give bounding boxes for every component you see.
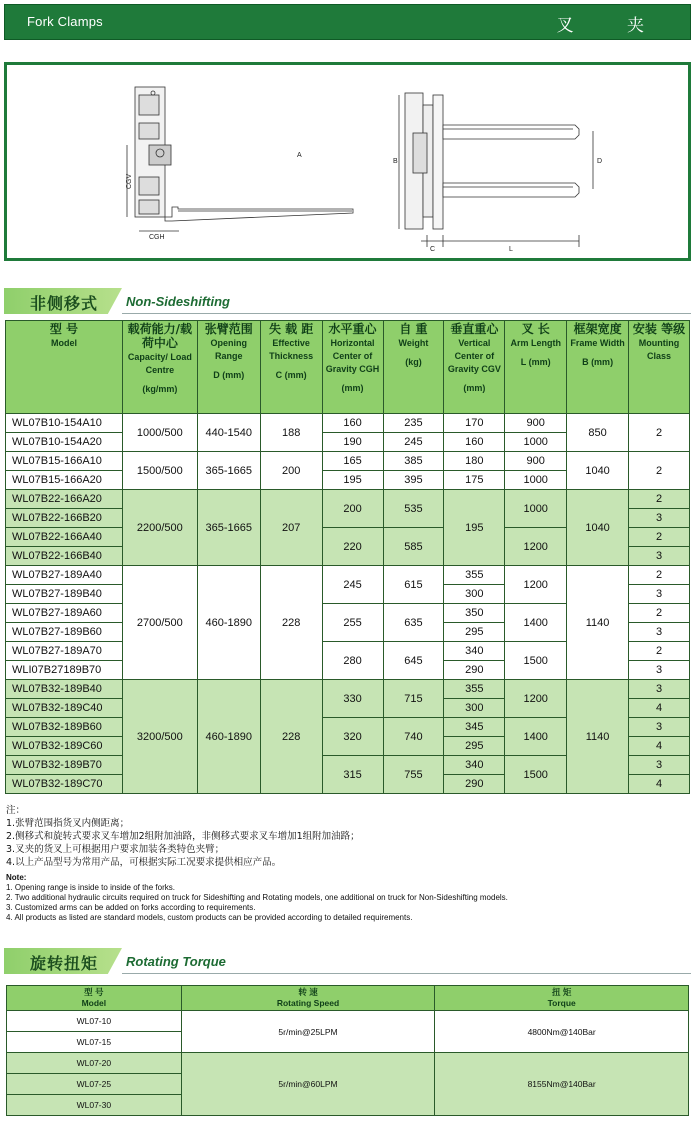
rot-torque-cell: 4800Nm@140Bar: [435, 1011, 689, 1053]
thickness-cell: 228: [260, 680, 322, 794]
thickness-cell: 188: [260, 414, 322, 452]
weight-cell: 645: [383, 642, 444, 680]
mount-cell: 2: [629, 604, 690, 623]
cgv-cell: 290: [444, 775, 505, 794]
rot-header-row: [7, 986, 689, 1011]
dim-label-a: A: [297, 152, 302, 159]
note-en-2: 2. Two additional hydraulic circuits required on truck for Sideshifting and Rotating models, one additional on truck for Non-Sideshifting models.: [6, 893, 508, 902]
mount-cell: 2: [629, 452, 690, 490]
model-cell: WL07B27-189B40: [6, 585, 123, 604]
mount-cell: 3: [629, 680, 690, 699]
model-cell: WL07B32-189B70: [6, 756, 123, 775]
weight-cell: 245: [383, 433, 444, 452]
cgh-cell: 280: [322, 642, 383, 680]
thickness-cell: 207: [260, 490, 322, 566]
cgh-cell: 330: [322, 680, 383, 718]
model-cell: WL07B32-189B40: [6, 680, 123, 699]
dim-label-b: B: [393, 158, 398, 165]
section-non-sideshifting: [4, 288, 691, 314]
cgh-cell: 220: [322, 528, 383, 566]
frame-cell: 1040: [567, 490, 629, 566]
mount-cell: 2: [629, 528, 690, 547]
header-capacity: 载荷能力/载荷中心 Capacity/ Load Centre (kg/mm): [122, 321, 197, 414]
opening-cell: 365-1665: [197, 490, 260, 566]
arm-cell: 1200: [505, 528, 567, 566]
mount-cell: 3: [629, 756, 690, 775]
model-cell: WL07B22-166A20: [6, 490, 123, 509]
mount-cell: 3: [629, 718, 690, 737]
header-arm: 叉 长 Arm Length L (mm): [505, 321, 567, 414]
header-frame: 框架宽度 Frame Width B (mm): [567, 321, 629, 414]
rot-model-cell: WL07-30: [7, 1095, 182, 1116]
arm-cell: 900: [505, 452, 567, 471]
model-cell: WL07B15-166A10: [6, 452, 123, 471]
note-en-3: 3. Customized arms can be added on forks according to requirements.: [6, 903, 256, 912]
weight-cell: 395: [383, 471, 444, 490]
capacity-cell: 2200/500: [122, 490, 197, 566]
weight-cell: 715: [383, 680, 444, 718]
thickness-cell: 200: [260, 452, 322, 490]
table-row: [6, 566, 690, 585]
cgv-cell: 195: [444, 490, 505, 566]
mount-cell: 4: [629, 775, 690, 794]
section-title-en: Rotating Torque: [126, 954, 226, 969]
cgv-cell: 345: [444, 718, 505, 737]
mount-cell: 3: [629, 623, 690, 642]
dim-label-cgh: CGH: [149, 234, 165, 241]
fork-clamp-drawing-svg: [7, 65, 688, 258]
rot-header-speed: 转 速 Rotating Speed: [181, 986, 435, 1011]
rot-speed-cell: 5r/min@25LPM: [181, 1011, 435, 1053]
cgv-cell: 295: [444, 623, 505, 642]
arm-cell: 1200: [505, 680, 567, 718]
model-cell: WL07B22-166B20: [6, 509, 123, 528]
capacity-cell: 1000/500: [122, 414, 197, 452]
mount-cell: 3: [629, 547, 690, 566]
mount-cell: 4: [629, 737, 690, 756]
spec-table: [5, 320, 690, 794]
cgv-cell: 295: [444, 737, 505, 756]
mount-cell: 2: [629, 566, 690, 585]
rot-model-cell: WL07-15: [7, 1032, 182, 1053]
cgh-cell: 195: [322, 471, 383, 490]
arm-cell: 1000: [505, 490, 567, 528]
header-title-cn: 叉 夹: [556, 16, 668, 36]
note-en-1: 1. Opening range is inside to inside of the forks.: [6, 883, 175, 892]
weight-cell: 385: [383, 452, 444, 471]
cgh-cell: 165: [322, 452, 383, 471]
table-row: [6, 680, 690, 699]
section-title-cn: 非侧移式: [30, 294, 99, 313]
dim-label-d: D: [597, 158, 603, 165]
mount-cell: 3: [629, 585, 690, 604]
section-rotating-torque: [4, 948, 691, 974]
header-cgv: 垂直重心 Vertical Center of Gravity CGV (mm): [444, 321, 505, 414]
notes-en-title: Note:: [6, 873, 27, 882]
model-cell: WL07B27-189A70: [6, 642, 123, 661]
cgv-cell: 160: [444, 433, 505, 452]
cgv-cell: 290: [444, 661, 505, 680]
arm-cell: 900: [505, 414, 567, 433]
technical-drawing: [4, 62, 691, 261]
rot-torque-cell: 8155Nm@140Bar: [435, 1053, 689, 1116]
table-row: [6, 490, 690, 509]
notes-title: 注：: [6, 805, 26, 816]
cgv-cell: 170: [444, 414, 505, 433]
cgh-cell: 190: [322, 433, 383, 452]
spec-header-row: [6, 321, 690, 414]
weight-cell: 635: [383, 604, 444, 642]
rotating-torque-table: [6, 985, 689, 1116]
section-title-cn: 旋转扭矩: [30, 954, 99, 973]
dim-label-cgv: CGV: [126, 173, 133, 189]
rot-header-torque: 扭 矩 Torque: [435, 986, 689, 1011]
table-row: [6, 452, 690, 471]
header-cgh: 水平重心 Horizontal Center of Gravity CGH (mm): [322, 321, 383, 414]
weight-cell: 535: [383, 490, 444, 528]
model-cell: WL07B27-189A60: [6, 604, 123, 623]
mount-cell: 2: [629, 642, 690, 661]
thickness-cell: 228: [260, 566, 322, 680]
cgh-cell: 315: [322, 756, 383, 794]
weight-cell: 755: [383, 756, 444, 794]
page-header: [4, 4, 691, 40]
header-title-en: Fork Clamps: [27, 14, 103, 29]
table-row: [7, 1011, 689, 1032]
header-weight: 自 重 Weight (kg): [383, 321, 444, 414]
section-title-en: Non-Sideshifting: [126, 294, 230, 309]
mount-cell: 3: [629, 661, 690, 680]
cgv-cell: 180: [444, 452, 505, 471]
cgv-cell: 300: [444, 585, 505, 604]
model-cell: WL07B10-154A20: [6, 433, 123, 452]
cgh-cell: 160: [322, 414, 383, 433]
model-cell: WL07B32-189C40: [6, 699, 123, 718]
frame-cell: 1140: [567, 680, 629, 794]
weight-cell: 615: [383, 566, 444, 604]
model-cell: WL07B15-166A20: [6, 471, 123, 490]
model-cell: WL07B27-189B60: [6, 623, 123, 642]
opening-cell: 440-1540: [197, 414, 260, 452]
arm-cell: 1000: [505, 433, 567, 452]
cgh-cell: 255: [322, 604, 383, 642]
cgv-cell: 350: [444, 604, 505, 623]
cgv-cell: 355: [444, 680, 505, 699]
model-cell: WL07B10-154A10: [6, 414, 123, 433]
model-cell: WL07B32-189B60: [6, 718, 123, 737]
arm-cell: 1000: [505, 471, 567, 490]
arm-cell: 1400: [505, 718, 567, 756]
cgv-cell: 300: [444, 699, 505, 718]
header-opening: 张臂范围 Opening Range D (mm): [197, 321, 260, 414]
mount-cell: 4: [629, 699, 690, 718]
opening-cell: 460-1890: [197, 566, 260, 680]
rot-speed-cell: 5r/min@60LPM: [181, 1053, 435, 1116]
capacity-cell: 3200/500: [122, 680, 197, 794]
dim-label-l: L: [509, 246, 513, 253]
cgh-cell: 200: [322, 490, 383, 528]
arm-cell: 1500: [505, 642, 567, 680]
cgv-cell: 340: [444, 642, 505, 661]
model-cell: WL07B27-189A40: [6, 566, 123, 585]
dim-label-c: C: [430, 246, 436, 253]
model-cell: WL07B22-166B40: [6, 547, 123, 566]
cgh-cell: 245: [322, 566, 383, 604]
rot-model-cell: WL07-10: [7, 1011, 182, 1032]
header-mount: 安装 等级 Mounting Class: [629, 321, 690, 414]
notes-block: [6, 804, 508, 923]
arm-cell: 1400: [505, 604, 567, 642]
note-cn-4: 4.以上产品型号为常用产品，可根据实际工况要求提供相应产品。: [6, 857, 282, 868]
cgh-cell: 320: [322, 718, 383, 756]
rot-model-cell: WL07-25: [7, 1074, 182, 1095]
table-row: [6, 414, 690, 433]
model-cell: WL07B32-189C60: [6, 737, 123, 756]
weight-cell: 740: [383, 718, 444, 756]
header-thickness: 失 载 距 Effective Thickness C (mm): [260, 321, 322, 414]
model-cell: WLI07B27189B70: [6, 661, 123, 680]
weight-cell: 235: [383, 414, 444, 433]
note-cn-3: 3.叉夹的货叉上可根据用户要求加装各类特色夹臂；: [6, 844, 225, 855]
rot-header-model: 型 号 Model: [7, 986, 182, 1011]
arm-cell: 1200: [505, 566, 567, 604]
frame-cell: 1140: [567, 566, 629, 680]
weight-cell: 585: [383, 528, 444, 566]
model-cell: WL07B32-189C70: [6, 775, 123, 794]
opening-cell: 365-1665: [197, 452, 260, 490]
cgv-cell: 175: [444, 471, 505, 490]
table-row: [7, 1053, 689, 1074]
header-model: 型 号 Model: [6, 321, 123, 414]
note-cn-1: 1.张臂范围指货叉内侧距离；: [6, 818, 130, 829]
model-cell: WL07B22-166A40: [6, 528, 123, 547]
mount-cell: 2: [629, 414, 690, 452]
arm-cell: 1500: [505, 756, 567, 794]
cgv-cell: 340: [444, 756, 505, 775]
frame-cell: 1040: [567, 452, 629, 490]
note-cn-2: 2.侧移式和旋转式要求叉车增加2组附加油路，非侧移式要求叉车增加1组附加油路；: [6, 831, 360, 842]
mount-cell: 3: [629, 509, 690, 528]
frame-cell: 850: [567, 414, 629, 452]
cgv-cell: 355: [444, 566, 505, 585]
opening-cell: 460-1890: [197, 680, 260, 794]
capacity-cell: 1500/500: [122, 452, 197, 490]
note-en-4: 4. All products as listed are standard models, custom products can be provided according to detailed requirements.: [6, 913, 413, 922]
capacity-cell: 2700/500: [122, 566, 197, 680]
rot-model-cell: WL07-20: [7, 1053, 182, 1074]
mount-cell: 2: [629, 490, 690, 509]
